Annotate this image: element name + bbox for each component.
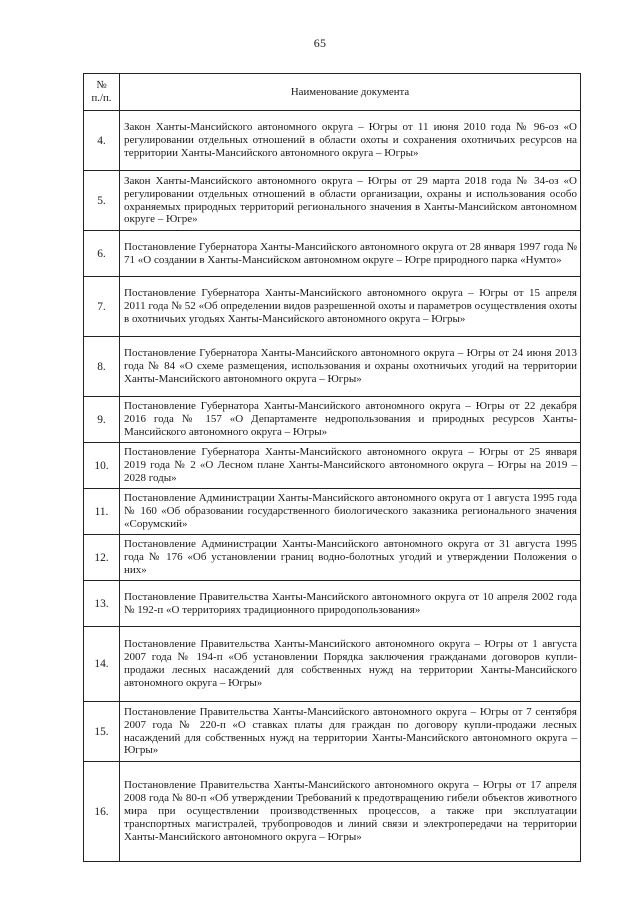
- table-row: [84, 443, 581, 489]
- document-name: Постановление Губернатора Ханты-Мансийского автономного округа – Югры от 22 декабря 2016 года № 157 «О Департаменте недропользования и природных ресурсов Ханты-Мансийского автономного округа – Югры»: [120, 397, 581, 443]
- row-number: 5.: [84, 171, 120, 231]
- row-number: 13.: [84, 581, 120, 627]
- table-row: [84, 535, 581, 581]
- document-name: Постановление Правительства Ханты-Мансийского автономного округа – Югры от 1 августа 2007 года № 194-п «Об установлении Порядка заключения гражданами договоров купли-продажи лесных насаждений для собственных нужд на территории Ханты-Мансийского автономного округа – Югры»: [120, 627, 581, 702]
- document-name: Постановление Правительства Ханты-Мансийского автономного округа – Югры от 7 сентября 2007 года № 220-п «О ставках платы для граждан по договору купли-продажи лесных насаждений для собственных нужд на территории Ханты-Мансийского автономного округа – Югры»: [120, 702, 581, 762]
- table-row: [84, 762, 581, 862]
- table-row: [84, 111, 581, 171]
- document-name: Постановление Губернатора Ханты-Мансийского автономного округа – Югры от 24 июня 2013 года № 84 «О схеме размещения, использования и охраны охотничьих угодий на территории Ханты-Мансийского автономного округа – Югры»: [120, 337, 581, 397]
- row-number: 11.: [84, 489, 120, 535]
- header-name-label: Наименование документа: [290, 85, 410, 98]
- table-row: [84, 489, 581, 535]
- table-row: [84, 627, 581, 702]
- row-number: 10.: [84, 443, 120, 489]
- table-row: [84, 231, 581, 277]
- row-number: 15.: [84, 702, 120, 762]
- row-number: 7.: [84, 277, 120, 337]
- header-number-label: № п./п.: [91, 79, 112, 104]
- document-name: Постановление Администрации Ханты-Мансийского автономного округа от 1 августа 1995 года № 160 «Об образовании государственного биологического заказника регионального значения «Сорумский»: [120, 489, 581, 535]
- table-row: [84, 581, 581, 627]
- row-number: 16.: [84, 762, 120, 862]
- documents-table: [83, 73, 581, 862]
- table-row: [84, 702, 581, 762]
- document-name: Постановление Правительства Ханты-Мансийского автономного округа – Югры от 17 апреля 2008 года № 80-п «Об утверждении Требований к предотвращению гибели объектов животного мира при осуществлении производственных процессов, а также при эксплуатации транспортных магистралей, трубопроводов и линий связи и электропередачи на территории Ханты-Мансийского автономного округа – Югры»: [120, 762, 581, 862]
- row-number: 6.: [84, 231, 120, 277]
- table-row: [84, 277, 581, 337]
- row-number: 8.: [84, 337, 120, 397]
- document-name: Постановление Правительства Ханты-Мансийского автономного округа от 10 апреля 2002 года № 192-п «О территориях традиционного природопользования»: [120, 581, 581, 627]
- row-number: 4.: [84, 111, 120, 171]
- header-name: [120, 74, 581, 111]
- table-row: [84, 171, 581, 231]
- row-number: 12.: [84, 535, 120, 581]
- document-name: Закон Ханты-Мансийского автономного округа – Югры от 11 июня 2010 года № 96-оз «О регулировании отдельных отношений в области охоты и сохранения охотничьих ресурсов на территории Ханты-Мансийского автономного округа – Югры»: [120, 111, 581, 171]
- document-name: Постановление Губернатора Ханты-Мансийского автономного округа – Югры от 25 января 2019 года № 2 «О Лесном плане Ханты-Мансийского автономного округа – Югры на 2019 – 2028 годы»: [120, 443, 581, 489]
- document-name: Постановление Губернатора Ханты-Мансийского автономного округа – Югры от 15 апреля 2011 года № 52 «Об определении видов разрешенной охоты и параметров осуществления охоты в охотничьих угодьях Ханты-Мансийского автономного округа – Югры»: [120, 277, 581, 337]
- header-number: [84, 74, 120, 111]
- table-header-row: [84, 74, 581, 111]
- row-number: 14.: [84, 627, 120, 702]
- document-name: Постановление Губернатора Ханты-Мансийского автономного округа от 28 января 1997 года № 71 «О создании в Ханты-Мансийском автономном округе – Югре природного парка «Нумто»: [120, 231, 581, 277]
- document-name: Закон Ханты-Мансийского автономного округа – Югры от 29 марта 2018 года № 34-оз «О регулировании отдельных отношений в области организации, охраны и использования особо охраняемых природных территорий регионального значения в Ханты-Мансийском автономном округе – Югре»: [120, 171, 581, 231]
- table-row: [84, 337, 581, 397]
- page-number: 65: [313, 36, 327, 50]
- document-name: Постановление Администрации Ханты-Мансийского автономного округа от 31 августа 1995 года № 176 «Об установлении границ водно-болотных угодий и утверждении Положения о них»: [120, 535, 581, 581]
- table-row: [84, 397, 581, 443]
- row-number: 9.: [84, 397, 120, 443]
